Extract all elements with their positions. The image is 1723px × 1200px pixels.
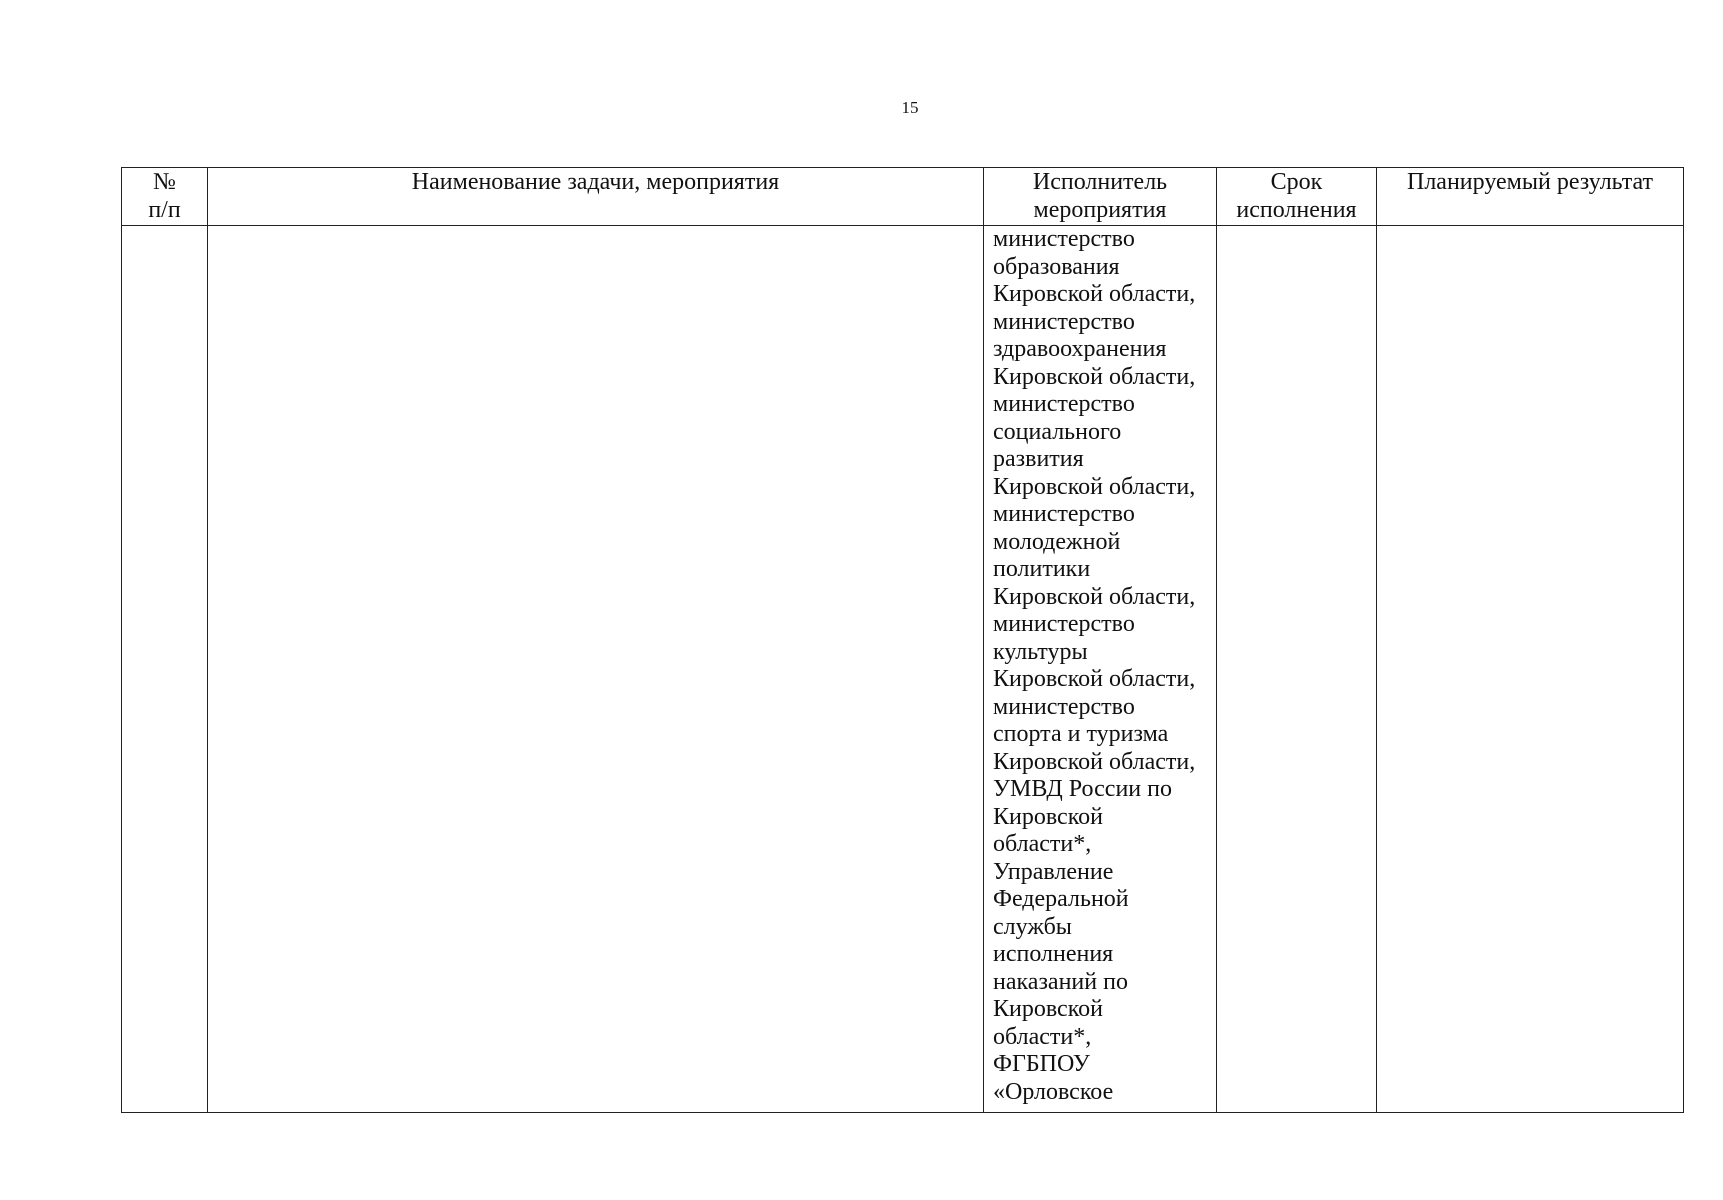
cell-planned-result (1377, 226, 1684, 1113)
cell-executor: министерство образования Кировской области, министерство здравоохранения Кировской области, министерство социального развития Кировской области, министерство молодежной политики Кировской области, министерство культуры Кировской области, министерство спорта и туризма Кировской области, УМВД России по Кировской области*, Управление Федеральной службы исполнения наказаний по Кировской области*, ФГБПОУ «Орловское (984, 226, 1217, 1113)
cell-deadline (1217, 226, 1377, 1113)
header-task-name: Наименование задачи, мероприятия (208, 168, 984, 226)
header-executor: Исполнитель мероприятия (984, 168, 1217, 226)
header-planned-result: Планируемый результат (1377, 168, 1684, 226)
plan-table (121, 167, 1684, 1113)
table-body (122, 226, 1684, 1113)
page-number: 15 (901, 98, 919, 117)
table-header (122, 168, 1684, 226)
header-deadline: Срок исполнения (1217, 168, 1377, 226)
header-number: № п/п (122, 168, 208, 226)
header-row (122, 168, 1684, 226)
cell-number (122, 226, 208, 1113)
cell-task-name (208, 226, 984, 1113)
table-row (122, 226, 1684, 1113)
